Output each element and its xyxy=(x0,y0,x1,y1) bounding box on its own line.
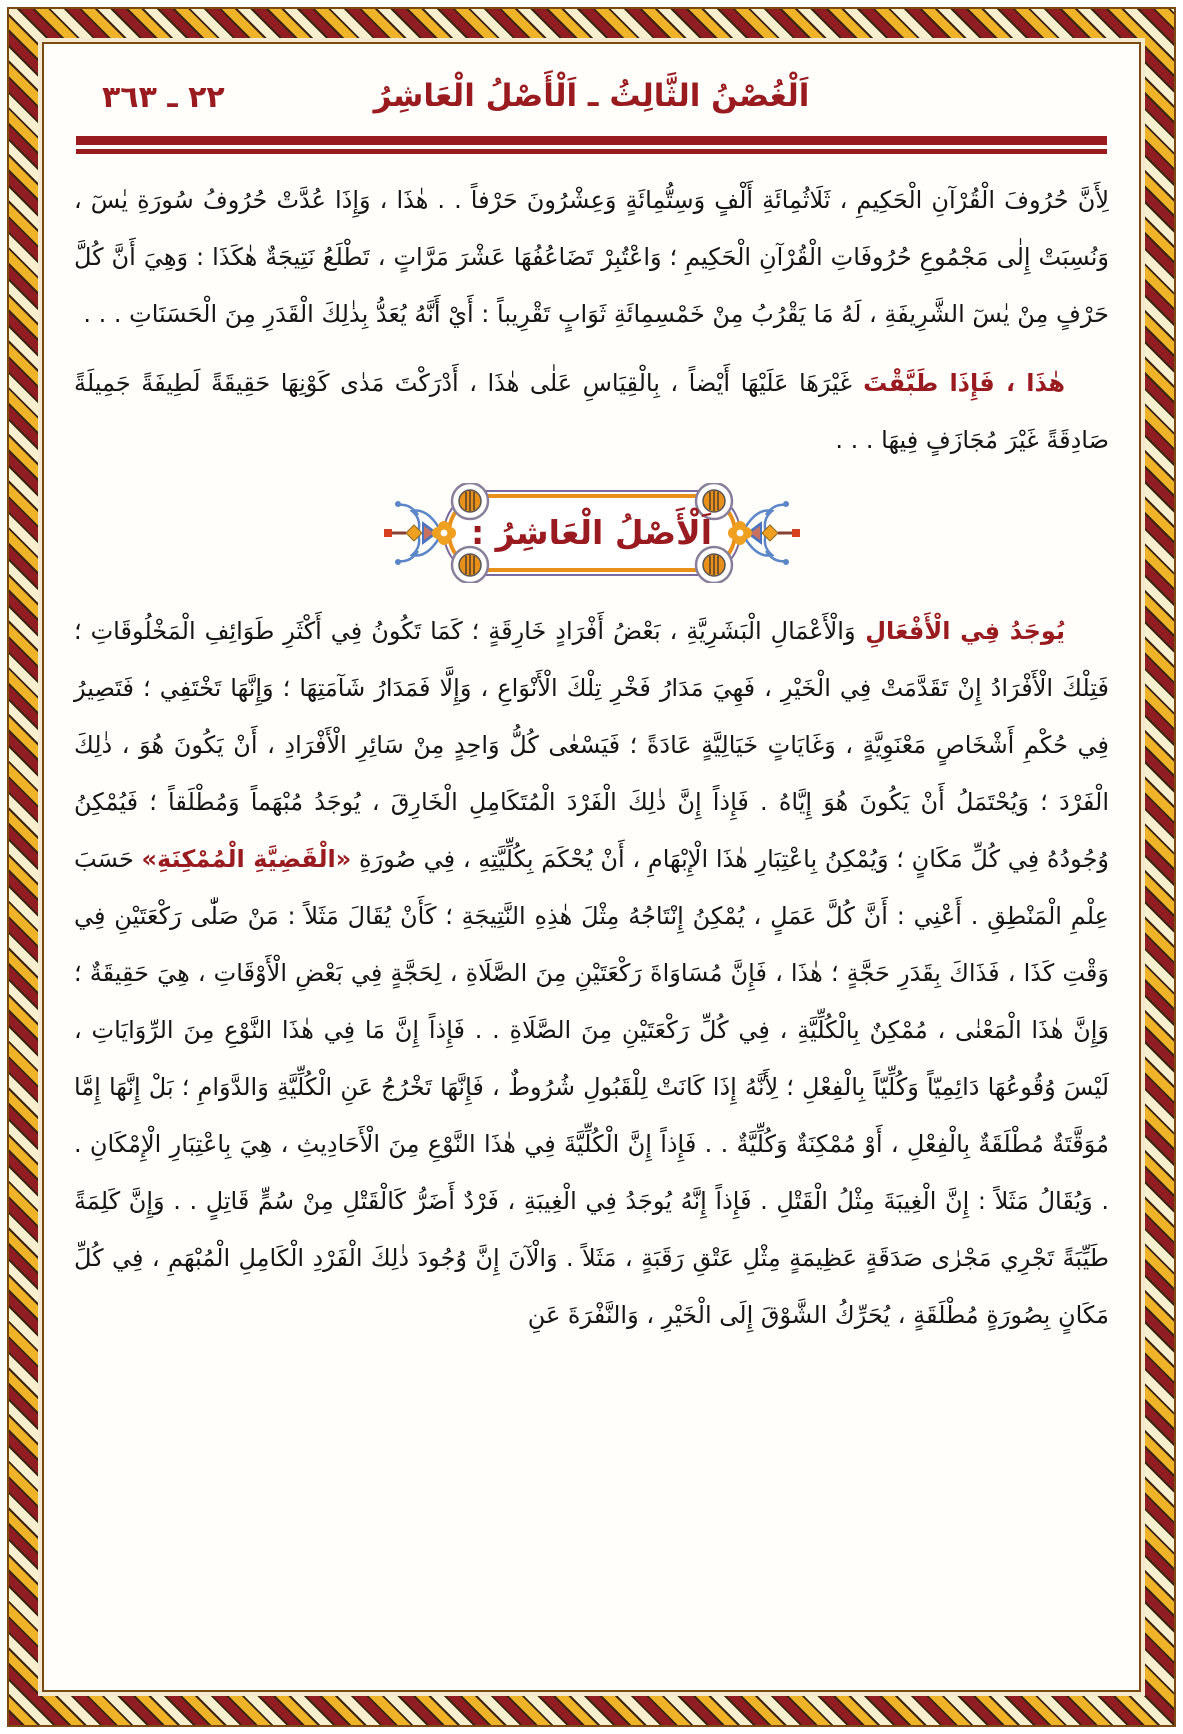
paragraph xyxy=(74,355,1109,469)
section-heading-box xyxy=(372,483,812,583)
paragraph xyxy=(74,603,1109,1344)
body-text: وَالْأَعْمَالِ الْبَشَرِيَّةِ ، بَعْضُ أَفْرَادٍ خَارِقَةٍ ؛ كَمَا تَكُونُ فِي أَكْثَرِ طَوَائِفِ الْمَخْلُوقَاتِ ؛ فَتِلْكَ الْأَفْرَادُ إِنْ تَقَدَّمَتْ فِي الْخَيْرِ ، فَهِيَ مَدَارُ فَخْرِ تِلْكَ الْأَنْوَاعِ ، وَإِلَّا فَمَدَارُ شَآمَتِهَا ؛ وَإِنَّهَا تَخْتَفِي ؛ فَتَصِيرُ فِي حُكْمِ أَشْخَاصٍ مَعْنَوِيَّةٍ ، وَغَايَاتٍ خَيَالِيَّةٍ عَادَةً ؛ فَيَسْعٰى كُلُّ وَاحِدٍ مِنْ سَائِرِ الْأَفْرَادِ ، أَنْ يَكُونَ هُوَ ، ذٰلِكَ الْفَرْدَ ؛ وَيُحْتَمَلُ أَنْ يَكُونَ هُوَ إِيَّاهُ . فَإِذاً إِنَّ ذٰلِكَ الْفَرْدَ الْمُتَكَامِلِ الْخَارِقَ ، يُوجَدُ مُبْهَماً وَمُطْلَقاً ؛ فَيُمْكِنُ وُجُودُهُ فِي كُلِّ مَكَانٍ ؛ وَيُمْكِنُ بِاعْتِبَارِ هٰذَا الْإِبْهَامِ ، أَنْ يُحْكَمَ بِكُلِّيَّتِهِ ، فِي صُورَةِ xyxy=(74,617,1110,873)
page-header xyxy=(74,70,1109,134)
body-text: حَسَبَ عِلْمِ الْمَنْطِقِ . أَعْنِي : أَنَّ كُلَّ عَمَلٍ ، يُمْكِنُ إِنْتَاجُهُ مِثْلَ هٰذِهِ النَّتِيجَةِ ؛ كَأَنْ يُقَالَ مَثَلاً : مَنْ صَلّٰى رَكْعَتَيْنِ فِي وَقْتِ كَذَا ، فَذَاكَ بِقَدَرِ حَجَّةٍ ؛ هٰذَا ، فَإِنَّ مُسَاوَاةَ رَكْعَتَيْنِ مِنَ الصَّلَاةِ ، لِحَجَّةٍ فِي بَعْضِ الْأَوْقَاتِ ، هِيَ حَقِيقَةٌ ؛ وَإِنَّ هٰذَا الْمَعْنٰى ، مُمْكِنٌ بِالْكُلِّيَّةِ ، فِي كُلِّ رَكْعَتَيْنِ مِنَ الصَّلَاةِ . . فَإِذاً إِنَّ مَا فِي هٰذَا النَّوْعِ مِنَ الرِّوَايَاتِ ، لَيْسَ وُقُوعُهَا دَائِمِيّاً وَكُلِّيّاً بِالْفِعْلِ ؛ لِأَنَّهُ إِذَا كَانَتْ لِلْقَبُولِ شُرُوطٌ ، فَإِنَّهَا تَخْرُجُ عَنِ الْكُلِّيَّةِ وَالدَّوَامِ ؛ بَلْ إِنَّهَا إِمَّا مُوَقَّتَةٌ مُطْلَقَةٌ بِالْفِعْلِ ، أَوْ مُمْكِنَةٌ وَكُلِّيَّةٌ . . فَإِذاً إِنَّ الْكُلِّيَّةَ فِي هٰذَا النَّوْعِ مِنَ الْأَحَادِيثِ ، هِيَ بِاعْتِبَارِ الْإِمْكَانِ . . وَيُقَالُ مَثَلاً : إِنَّ الْغِيبَةَ مِثْلُ الْقَتْلِ . فَإِذاً إِنَّهُ يُوجَدُ فِي الْغِيبَةِ ، فَرْدٌ أَضَرُّ كَالْقَتْلِ مِنْ سُمٍّ قَاتِلٍ . . وَإِنَّ كَلِمَةً طَيِّبَةً تَجْرِي مَجْرٰى صَدَقَةٍ عَظِيمَةٍ مِثْلِ عَتْقِ رَقَبَةٍ ، مَثَلاً . وَالْآنَ إِنَّ وُجُودَ ذٰلِكَ الْفَرْدِ الْكَامِلِ الْمُبْهَمِ ، فِي كُلِّ مَكَانٍ بِصُورَةٍ مُطْلَقَةٍ ، يُحَرِّكُ الشَّوْقَ إِلَى الْخَيْرِ ، وَالنَّفْرَةَ عَنِ xyxy=(74,845,1109,1329)
body-text-top xyxy=(74,172,1109,469)
highlighted-text: «الْقَضِيَّةِ الْمُمْكِنَةِ» xyxy=(141,845,352,873)
paragraph xyxy=(74,172,1109,343)
highlighted-text: يُوجَدُ فِي الْأَفْعَالِ xyxy=(855,617,1065,645)
page-content-area xyxy=(42,42,1141,1692)
highlighted-text: هٰذَا ، فَإِذَا طَبَّقْتَ xyxy=(851,369,1066,397)
body-text-bottom xyxy=(74,603,1109,1344)
chapter-title: اَلْغُصْنُ الثَّالِثُ ـ اَلْأَصْلُ الْعَاشِرُ xyxy=(373,78,810,114)
page-numbers: ٢٢ ـ ٣٦٣ xyxy=(102,80,225,115)
double-rule-divider xyxy=(76,136,1107,154)
section-heading-title: اَلْأَصْلُ الْعَاشِرُ : xyxy=(470,513,713,552)
body-text: لِأَنَّ حُرُوفَ الْقُرْآنِ الْحَكِيمِ ، ثَلَاثُمِائَةِ أَلْفٍ وَسِتُّمِائَةٍ وَعِشْرُونَ حَرْفاً . . هٰذَا ، وَإِذَا عُدَّتْ حُرُوفُ سُورَةِ يٰسٓ ، وَنُسِبَتْ إِلٰى مَجْمُوعِ حُرُوفَاتِ الْقُرْآنِ الْحَكِيمِ ؛ وَاعْتُبِرْ تَضَاعُفُهَا عَشْرَ مَرَّاتٍ ، تَطْلَعُ نَتِيجَةٌ هٰكَذَا : وَهِيَ أَنَّ كُلَّ حَرْفٍ مِنْ يٰسٓ الشَّرِيفَةِ ، لَهُ مَا يَقْرُبُ مِنْ خَمْسِمِائَةِ ثَوَابٍ تَقْرِيباً : أَيْ أَنَّهُ يُعَدُّ بِذٰلِكَ الْقَدَرِ مِنَ الْحَسَنَاتِ . . . xyxy=(74,186,1109,328)
body-text: غَيْرَهَا عَلَيْهَا أَيْضاً ، بِالْقِيَاسِ عَلٰى هٰذَا ، أَدْرَكْتَ مَدٰى كَوْنِهَا حَقِيقَةً لَطِيفَةً جَمِيلَةً صَادِقَةً غَيْرَ مُجَازَفٍ فِيهَا . . . xyxy=(74,369,1109,454)
